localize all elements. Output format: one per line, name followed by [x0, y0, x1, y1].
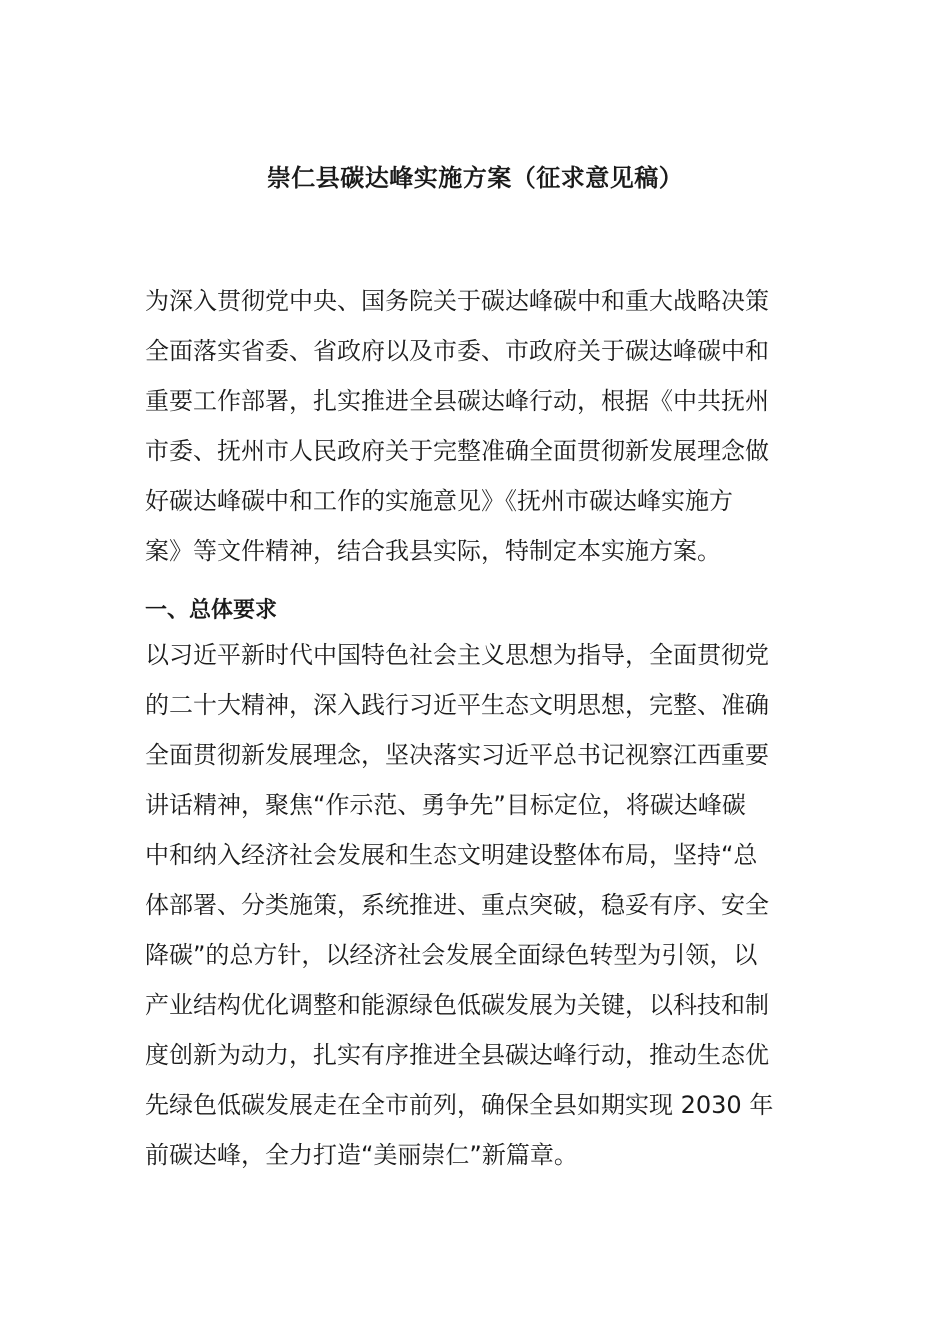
intro-paragraph — [145, 276, 810, 576]
paragraph-line: 市委、抚州市人民政府关于完整准确全面贯彻新发展理念做 — [145, 437, 769, 465]
document-body — [145, 276, 810, 1200]
paragraph-line: 前碳达峰，全力打造“美丽崇仁”新篇章。 — [145, 1141, 578, 1169]
paragraph-line: 案》等文件精神，结合我县实际，特制定本实施方案。 — [145, 537, 721, 565]
section-heading: 一、总体要求 — [145, 598, 278, 623]
paragraph-line: 先绿色低碳发展走在全市前列，确保全县如期实现 2030 年 — [145, 1091, 774, 1119]
paragraph-line: 度创新为动力，扎实有序推进全县碳达峰行动，推动生态优 — [145, 1041, 769, 1069]
paragraph-line: 体部署、分类施策，系统推进、重点突破，稳妥有序、安全 — [145, 891, 769, 919]
paragraph-line: 产业结构优化调整和能源绿色低碳发展为关键，以科技和制 — [145, 991, 769, 1019]
document-title: 崇仁县碳达峰实施方案（征求意见稿） — [266, 164, 684, 192]
section-paragraph — [145, 630, 810, 1180]
paragraph-line: 降碳”的总方针，以经济社会发展全面绿色转型为引领，以 — [145, 941, 758, 969]
paragraph-line: 讲话精神，聚焦“作示范、勇争先”目标定位，将碳达峰碳 — [145, 791, 746, 819]
paragraph-line: 中和纳入经济社会发展和生态文明建设整体布局，坚持“总 — [145, 841, 758, 869]
paragraph-line: 的二十大精神，深入践行习近平生态文明思想，完整、准确 — [145, 691, 769, 719]
paragraph-line: 好碳达峰碳中和工作的实施意见》《抚州市碳达峰实施方 — [145, 487, 733, 515]
paragraph-line: 以习近平新时代中国特色社会主义思想为指导，全面贯彻党 — [145, 641, 769, 669]
paragraph-line: 为深入贯彻党中央、国务院关于碳达峰碳中和重大战略决策 — [145, 287, 769, 315]
paragraph-line: 全面落实省委、省政府以及市委、市政府关于碳达峰碳中和 — [145, 337, 769, 365]
paragraph-line: 全面贯彻新发展理念，坚决落实习近平总书记视察江西重要 — [145, 741, 769, 769]
paragraph-line: 重要工作部署，扎实推进全县碳达峰行动，根据《中共抚州 — [145, 387, 769, 415]
